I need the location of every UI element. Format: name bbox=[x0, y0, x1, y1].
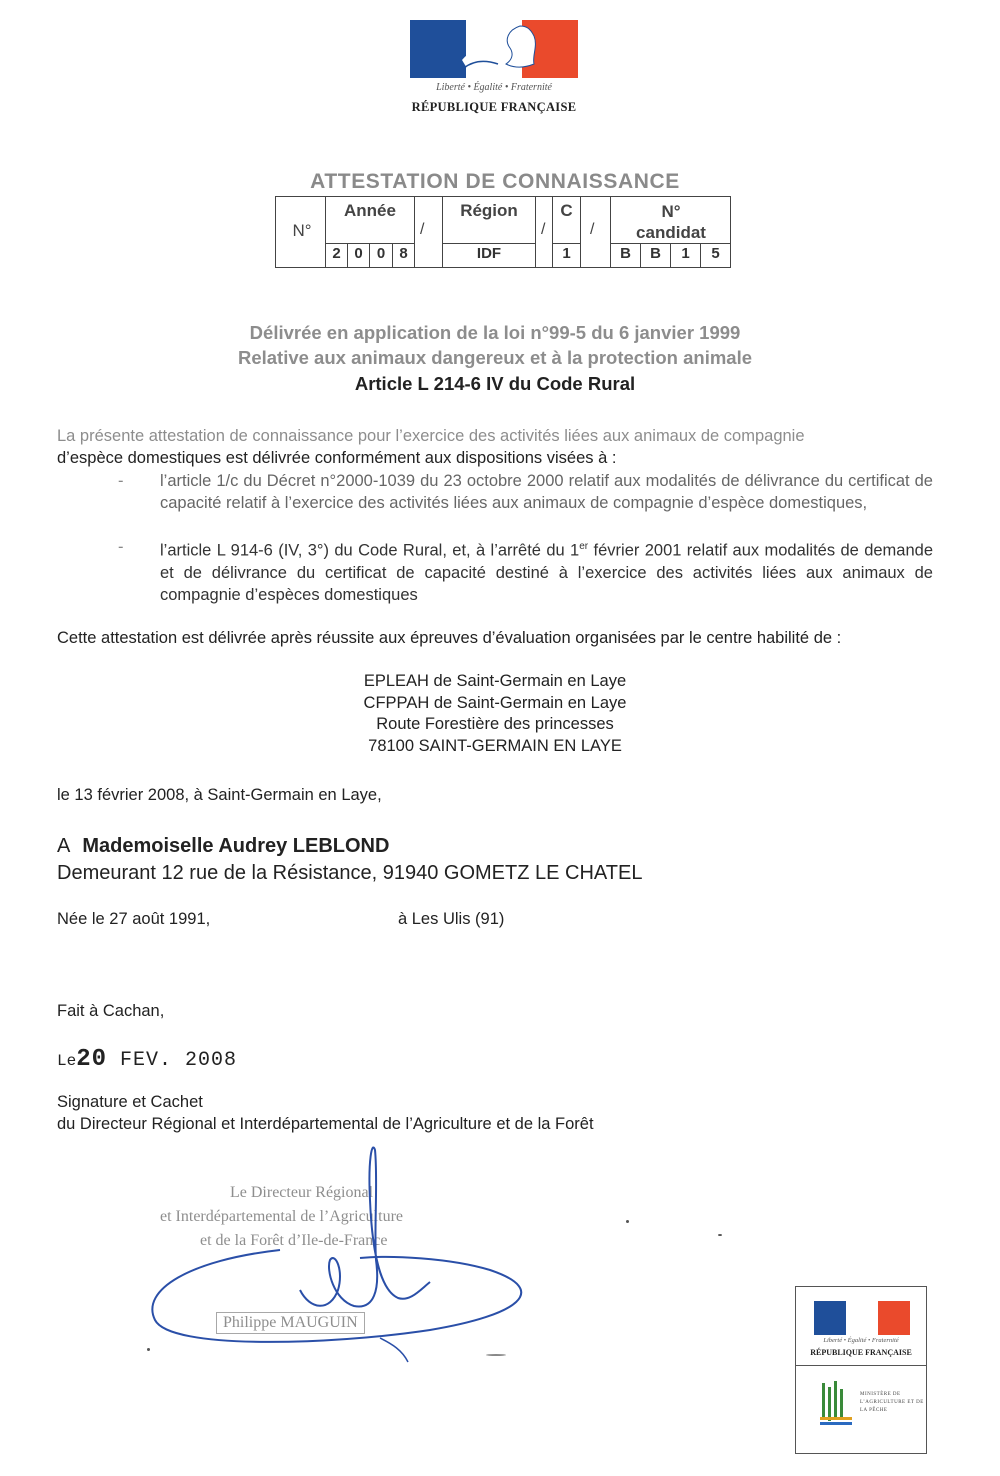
issue-place: Fait à Cachan, bbox=[57, 1002, 165, 1020]
delivery-paragraph: Cette attestation est délivrée après réussite aux épreuves d’évaluation organisées par le centre habilité de : bbox=[57, 629, 842, 647]
c-value: 1 bbox=[562, 245, 571, 262]
signature-caption-line: Signature et Cachet bbox=[57, 1093, 203, 1111]
stamped-date-month-year: FEV. 2008 bbox=[107, 1049, 238, 1072]
motto-text: Liberté • Égalité • Fraternité bbox=[823, 1337, 899, 1344]
stamped-date-day: 20 bbox=[76, 1046, 108, 1073]
scan-speck bbox=[486, 1354, 506, 1356]
centre-line: Route Forestière des princesses bbox=[376, 715, 614, 733]
law-reference: Délivrée en application de la loi n°99-5 du 6 janvier 1999 bbox=[249, 322, 741, 343]
exam-date-place: le 13 février 2008, à Saint-Germain en Laye, bbox=[57, 786, 382, 804]
bullet-text-end: février 2001 relatif aux modalités de demande et de délivrance du certificat de capacité destiné à l’exercice des activités liées aux animaux de compagnie d’espèces domestiques bbox=[160, 541, 933, 604]
list-item bbox=[118, 536, 933, 602]
motto-text: Liberté • Égalité • Fraternité bbox=[436, 82, 552, 93]
bullet-dash: - bbox=[118, 472, 124, 490]
republique-francaise-logo bbox=[408, 20, 580, 120]
recipient-address: Demeurant 12 rue de la Résistance, 91940 GOMETZ LE CHATEL bbox=[57, 862, 643, 884]
c-label: C bbox=[560, 201, 573, 220]
year-digit: 0 bbox=[376, 245, 386, 262]
separator-slash: / bbox=[420, 221, 425, 238]
scan-speck bbox=[718, 1234, 722, 1236]
signature-caption bbox=[57, 1091, 957, 1135]
candidate-label-line1: N° bbox=[661, 202, 681, 221]
number-label: N° bbox=[292, 221, 312, 240]
year-digit: 2 bbox=[332, 245, 341, 262]
republic-name: RÉPUBLIQUE FRANÇAISE bbox=[411, 100, 577, 114]
region-label: Région bbox=[460, 201, 518, 220]
signature-caption-line: du Directeur Régional et Interdépartemental de l’Agriculture et de la Forêt bbox=[57, 1115, 594, 1133]
stamped-date bbox=[57, 1046, 237, 1073]
stamp-line: Le Directeur Régional bbox=[230, 1184, 374, 1201]
bullet-text: l’article 1/c du Décret n°2000-1039 du 23 octobre 2000 relatif aux modalités de délivrance du certificat de capacité relatif à l’exercice des activités liées aux animaux de compagnie d’espèce domestiques, bbox=[160, 472, 933, 512]
list-item bbox=[118, 470, 933, 536]
scan-speck bbox=[147, 1348, 150, 1351]
year-digit: 8 bbox=[399, 245, 408, 262]
official-stamp bbox=[130, 1140, 550, 1370]
candidate-digit: 1 bbox=[681, 245, 690, 262]
recipient-line bbox=[57, 835, 957, 858]
law-subject: Relative aux animaux dangereux et à la protection animale bbox=[237, 347, 753, 368]
recipient-prefix: A bbox=[57, 835, 71, 857]
candidate-digit: 5 bbox=[711, 245, 720, 262]
bullet-text bbox=[160, 536, 933, 606]
handwritten-signature-icon bbox=[130, 1140, 550, 1370]
separator-slash: / bbox=[541, 221, 546, 238]
ministry-agriculture-icon bbox=[816, 1379, 860, 1429]
candidate-digit: B bbox=[620, 245, 631, 262]
intro-paragraph bbox=[57, 425, 933, 469]
intro-line1: La présente attestation de connaissance pour l’exercice des activités liées aux animaux de compagnie bbox=[57, 427, 805, 445]
republic-name: RÉPUBLIQUE FRANÇAISE bbox=[810, 1348, 912, 1357]
centre-line: EPLEAH de Saint-Germain en Laye bbox=[363, 672, 627, 690]
bullet-text-start: l’article L 914-6 (IV, 3°) du Code Rural, et, à l’arrêté du 1 bbox=[160, 541, 580, 560]
separator-slash: / bbox=[590, 221, 595, 238]
year-label: Année bbox=[344, 201, 396, 220]
year-digit: 0 bbox=[354, 245, 363, 262]
intro-line2: d’espèce domestiques est délivrée conformément aux dispositions visées à : bbox=[57, 449, 617, 467]
attestation-number-table bbox=[275, 196, 731, 268]
stamp-signatory: Philippe MAUGUIN bbox=[216, 1312, 365, 1334]
birth-place: à Les Ulis (91) bbox=[398, 910, 505, 928]
centre-line: 78100 SAINT-GERMAIN EN LAYE bbox=[368, 736, 622, 755]
scan-speck bbox=[626, 1220, 629, 1223]
centre-line: CFPPAH de Saint-Germain en Laye bbox=[363, 693, 627, 712]
recipient-name: Mademoiselle Audrey LEBLOND bbox=[82, 835, 390, 857]
tricolor-flag-icon bbox=[814, 1301, 910, 1335]
region-value: IDF bbox=[476, 245, 502, 262]
ministry-logo-block bbox=[795, 1286, 927, 1454]
bullet-dash: - bbox=[118, 538, 124, 556]
marianne-profile-icon bbox=[450, 24, 560, 78]
candidate-label-line2: candidat bbox=[636, 223, 706, 242]
training-centre-address bbox=[0, 671, 990, 757]
birth-date: Née le 27 août 1991, bbox=[57, 910, 211, 928]
ministry-name: MINISTÈRE DE L’AGRICULTURE ET DE LA PÊCHE bbox=[860, 1392, 924, 1413]
document-title: ATTESTATION DE CONNAISSANCE bbox=[310, 170, 680, 193]
code-article: Article L 214-6 IV du Code Rural bbox=[354, 373, 636, 394]
stamp-line: et de la Forêt d’Ile-de-France bbox=[200, 1232, 388, 1249]
ordinal-superscript: er bbox=[579, 541, 589, 552]
candidate-label bbox=[611, 201, 731, 243]
stamped-date-prefix: Le bbox=[57, 1052, 77, 1070]
candidate-digit: B bbox=[650, 245, 661, 262]
stamp-line: et Interdépartemental de l’Agriculture bbox=[160, 1208, 403, 1225]
